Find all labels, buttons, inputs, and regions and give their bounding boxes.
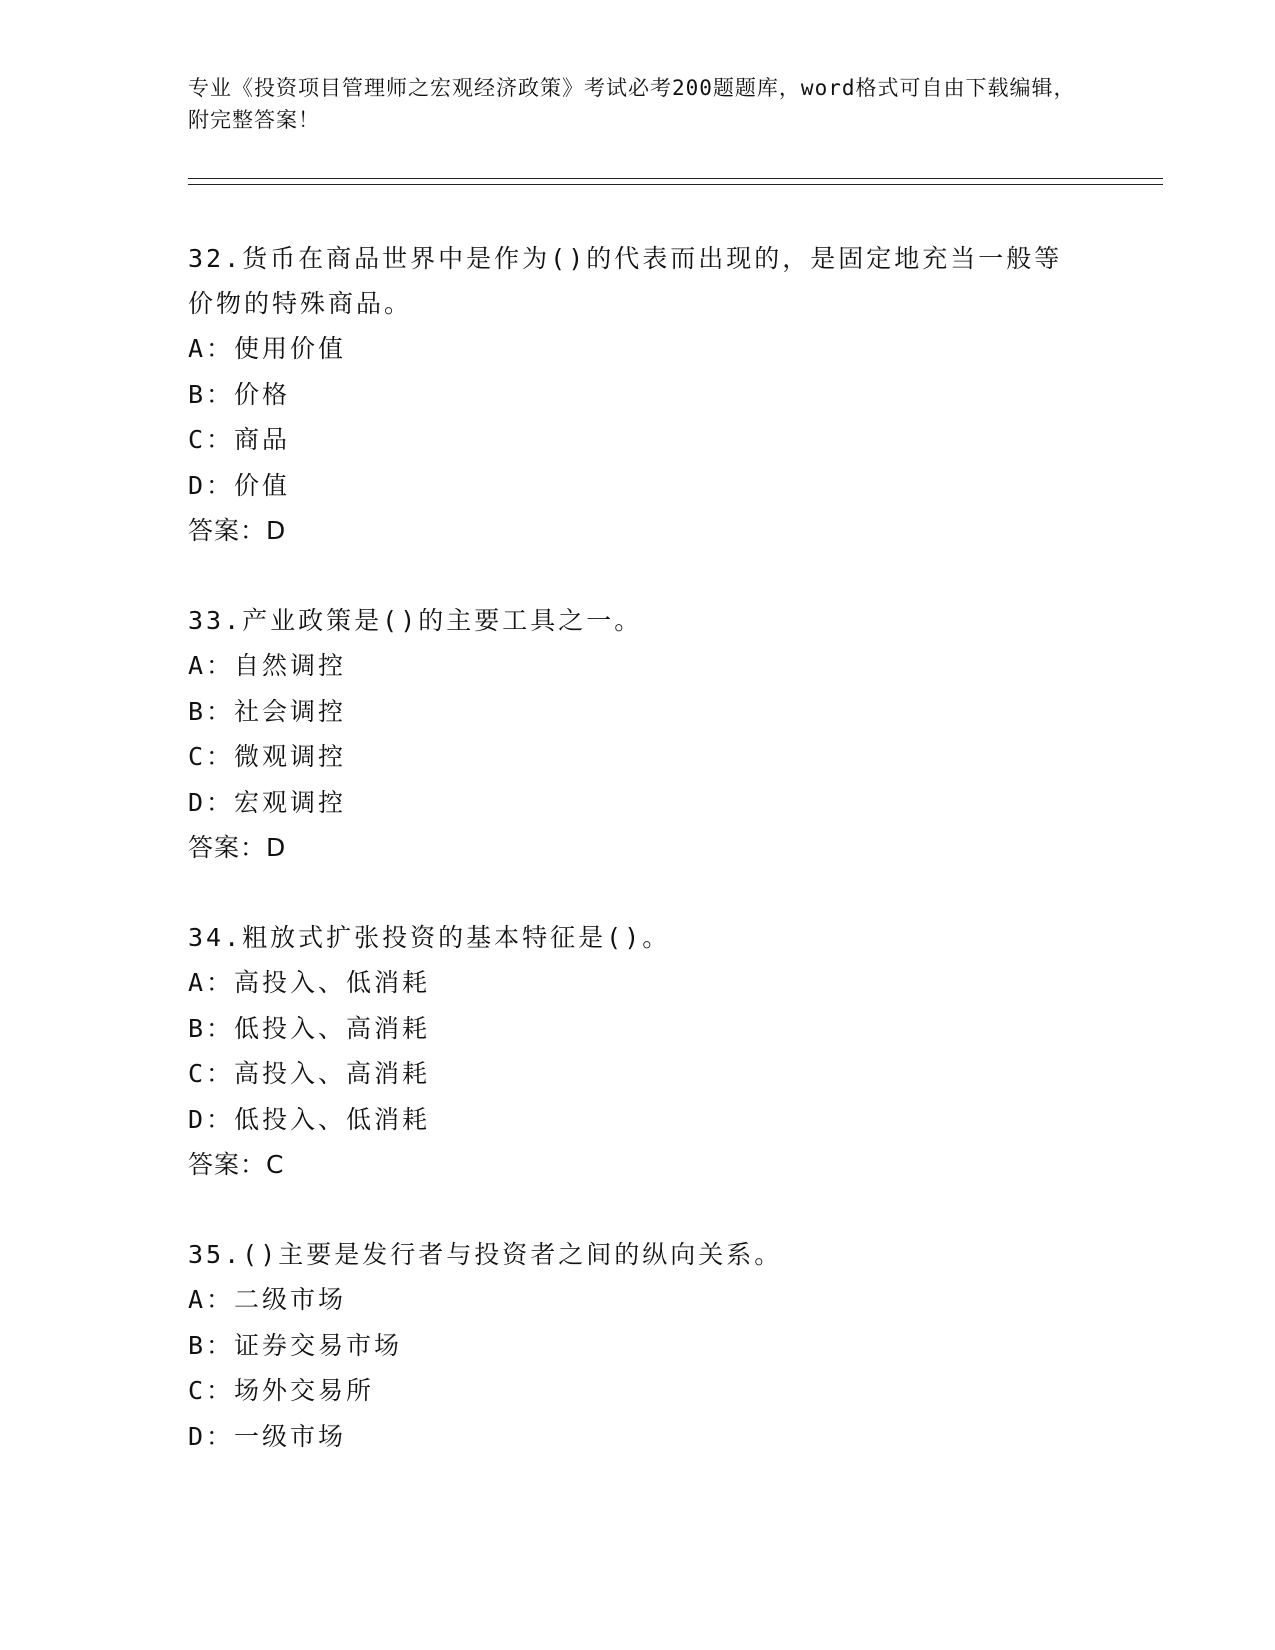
option-b: B：社会调控 <box>188 696 347 726</box>
question-stem: 33.产业政策是()的主要工具之一。 <box>188 606 643 635</box>
option-c: C：高投入、高消耗 <box>188 1059 431 1088</box>
header-divider-top <box>188 178 1163 179</box>
question-stem: 35.()主要是发行者与投资者之间的纵向关系。 <box>188 1240 783 1269</box>
answer-line: 答案：D <box>188 833 287 862</box>
option-d: D：价值 <box>188 470 291 500</box>
header-divider-bottom <box>188 184 1163 185</box>
document-header-title: 专业《投资项目管理师之宏观经济政策》考试必考200题题库，word格式可自由下载编辑，附完整答案！ <box>188 76 1076 132</box>
answer-line: 答案：D <box>188 516 287 545</box>
question-33 <box>188 598 1088 871</box>
question-32 <box>188 236 1088 554</box>
option-d: D：一级市场 <box>188 1421 347 1451</box>
option-a: A：使用价值 <box>188 334 347 363</box>
option-d: D：低投入、低消耗 <box>188 1104 431 1134</box>
option-b: B：低投入、高消耗 <box>188 1013 431 1043</box>
question-stem: 34.粗放式扩张投资的基本特征是()。 <box>188 923 671 952</box>
question-list <box>188 236 1088 1503</box>
question-35 <box>188 1232 1088 1459</box>
option-a: A：自然调控 <box>188 651 347 680</box>
option-a: A：二级市场 <box>188 1285 347 1314</box>
option-b: B：价格 <box>188 379 291 409</box>
option-c: C：微观调控 <box>188 742 347 771</box>
option-b: B：证券交易市场 <box>188 1330 403 1360</box>
option-c: C：商品 <box>188 425 291 454</box>
option-c: C：场外交易所 <box>188 1376 375 1405</box>
question-34 <box>188 915 1088 1188</box>
option-d: D：宏观调控 <box>188 787 347 817</box>
question-stem: 32.货币在商品世界中是作为()的代表而出现的，是固定地充当一般等价物的特殊商品。 <box>188 244 1063 318</box>
option-a: A：高投入、低消耗 <box>188 968 431 997</box>
answer-line: 答案：C <box>188 1150 285 1179</box>
